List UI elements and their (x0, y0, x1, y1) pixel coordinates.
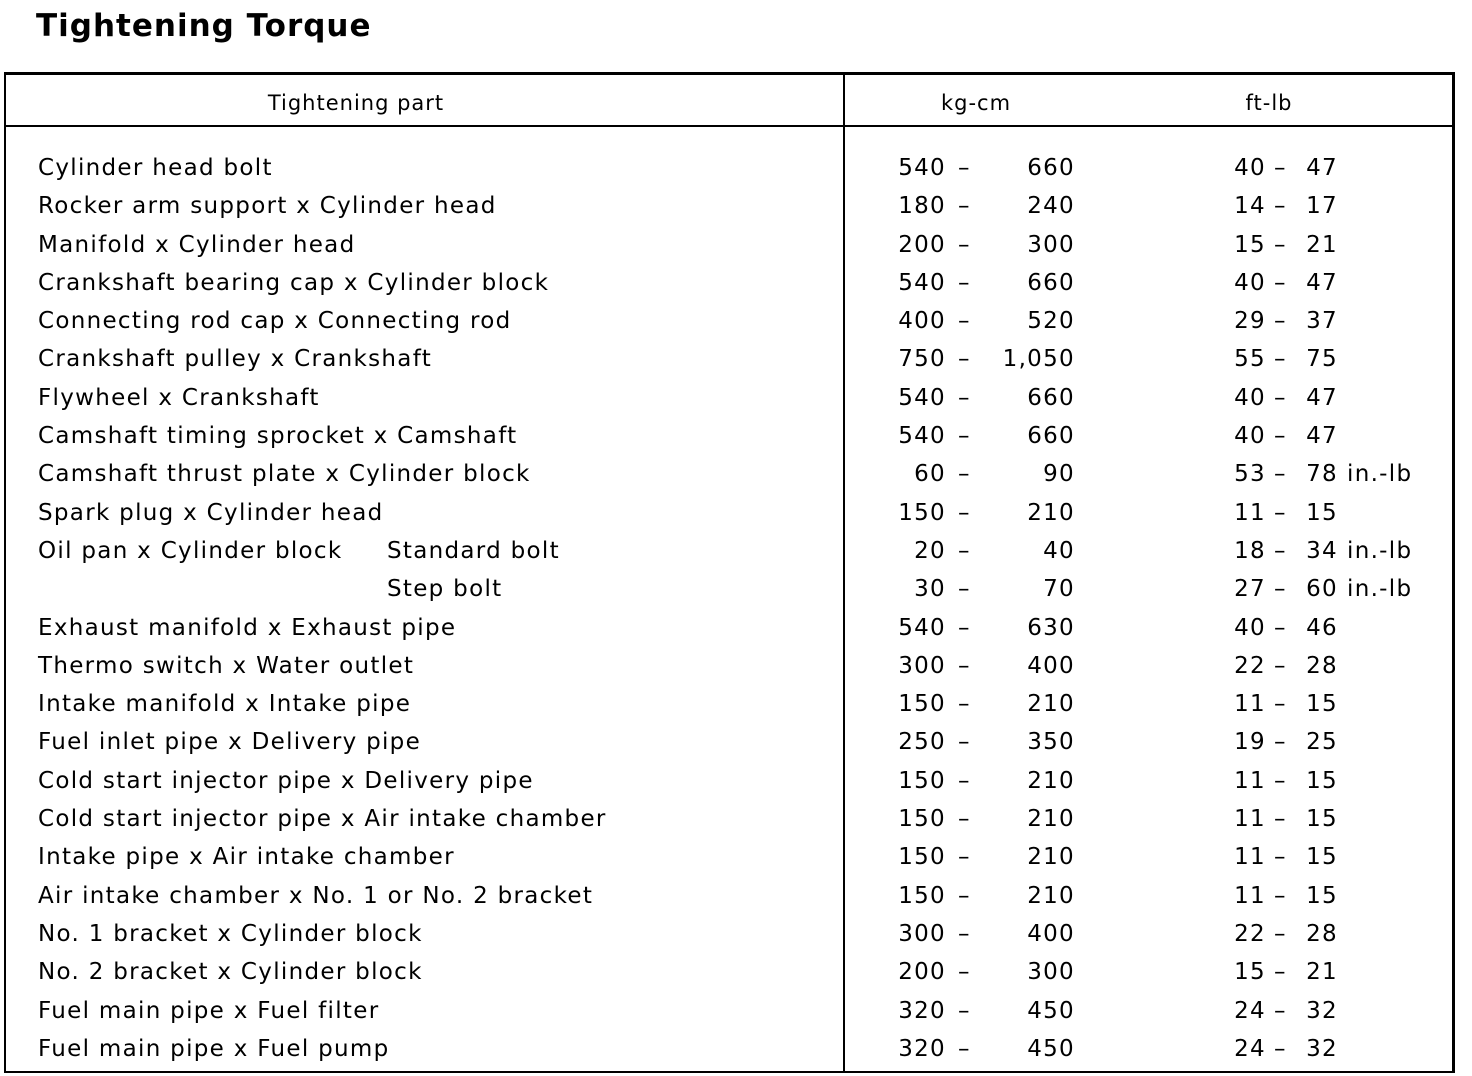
ft-lb-max: 34 (1306, 537, 1338, 564)
part-name: Flywheel x Crankshaft (38, 384, 320, 411)
kg-cm-min: 200 (898, 231, 946, 258)
ft-lb-range-dash: – (1274, 614, 1287, 641)
ft-lb-max: 21 (1306, 231, 1338, 258)
kg-cm-max: 210 (1027, 806, 1075, 833)
kg-cm-range-dash: – (958, 231, 971, 258)
part-name: Fuel main pipe x Fuel filter (38, 997, 380, 1024)
ft-lb-max: 47 (1306, 423, 1338, 450)
kg-cm-min: 150 (898, 691, 946, 718)
table-row (6, 532, 1452, 570)
part-name: Spark plug x Cylinder head (38, 499, 384, 526)
ft-lb-max: 15 (1306, 882, 1338, 909)
table-row (6, 264, 1452, 302)
kg-cm-range-dash: – (958, 691, 971, 718)
ft-lb-max: 28 (1306, 920, 1338, 947)
part-name: No. 2 bracket x Cylinder block (38, 959, 423, 986)
ft-lb-range-dash: – (1274, 346, 1287, 373)
kg-cm-max: 520 (1027, 308, 1075, 335)
ft-lb-min: 40 (1234, 155, 1266, 181)
kg-cm-min: 400 (898, 308, 946, 335)
unit-label: in.-lb (1347, 537, 1413, 564)
part-name: Cold start injector pipe x Air intake chamber (38, 806, 607, 833)
kg-cm-range-dash: – (958, 384, 971, 411)
kg-cm-min: 200 (898, 959, 946, 986)
ft-lb-max: 32 (1306, 997, 1338, 1024)
ft-lb-max: 46 (1306, 614, 1338, 641)
kg-cm-max: 240 (1027, 193, 1075, 220)
ft-lb-range-dash: – (1274, 155, 1287, 181)
kg-cm-max: 210 (1027, 882, 1075, 909)
kg-cm-max: 660 (1027, 423, 1075, 450)
kg-cm-range-dash: – (958, 537, 971, 564)
ft-lb-max: 21 (1306, 959, 1338, 986)
kg-cm-range-dash: – (958, 423, 971, 450)
ft-lb-range-dash: – (1274, 499, 1287, 526)
kg-cm-range-dash: – (958, 308, 971, 335)
ft-lb-range-dash: – (1274, 729, 1287, 756)
kg-cm-max: 210 (1027, 844, 1075, 871)
kg-cm-max: 450 (1027, 1035, 1075, 1062)
ft-lb-min: 29 (1234, 308, 1266, 335)
ft-lb-min: 14 (1234, 193, 1266, 220)
kg-cm-min: 320 (898, 1035, 946, 1062)
table-row (6, 494, 1452, 532)
ft-lb-max: 32 (1306, 1035, 1338, 1062)
table-row (6, 1030, 1452, 1068)
part-name: Camshaft thrust plate x Cylinder block (38, 461, 531, 488)
table-row (6, 149, 1452, 187)
kg-cm-max: 210 (1027, 767, 1075, 794)
kg-cm-max: 210 (1027, 499, 1075, 526)
part-name: Crankshaft bearing cap x Cylinder block (38, 269, 550, 296)
part-name: Thermo switch x Water outlet (38, 652, 415, 679)
ft-lb-min: 11 (1234, 882, 1266, 909)
ft-lb-min: 27 (1234, 576, 1266, 603)
table-row (6, 340, 1452, 378)
ft-lb-min: 15 (1234, 231, 1266, 258)
kg-cm-min: 540 (898, 423, 946, 450)
kg-cm-min: 60 (914, 461, 946, 488)
table-row (6, 379, 1452, 417)
ft-lb-range-dash: – (1274, 767, 1287, 794)
part-name: Cylinder head bolt (38, 155, 273, 181)
ft-lb-min: 40 (1234, 614, 1266, 641)
kg-cm-min: 540 (898, 614, 946, 641)
kg-cm-max: 300 (1027, 231, 1075, 258)
ft-lb-range-dash: – (1274, 423, 1287, 450)
unit-label: in.-lb (1347, 461, 1413, 488)
kg-cm-min: 750 (898, 346, 946, 373)
table-row (6, 953, 1452, 991)
part-name: Oil pan x Cylinder block (38, 537, 343, 564)
ft-lb-max: 47 (1306, 384, 1338, 411)
kg-cm-min: 320 (898, 997, 946, 1024)
part-name: Camshaft timing sprocket x Camshaft (38, 423, 518, 450)
ft-lb-min: 24 (1234, 1035, 1266, 1062)
kg-cm-min: 540 (898, 384, 946, 411)
kg-cm-max: 210 (1027, 691, 1075, 718)
ft-lb-max: 15 (1306, 844, 1338, 871)
ft-lb-range-dash: – (1274, 576, 1287, 603)
kg-cm-max: 90 (1043, 461, 1075, 488)
table-row (6, 762, 1452, 800)
kg-cm-max: 1,050 (1002, 346, 1075, 373)
ft-lb-range-dash: – (1274, 652, 1287, 679)
kg-cm-min: 540 (898, 155, 946, 181)
kg-cm-min: 150 (898, 767, 946, 794)
ft-lb-max: 75 (1306, 346, 1338, 373)
kg-cm-min: 30 (914, 576, 946, 603)
kg-cm-range-dash: – (958, 346, 971, 373)
ft-lb-min: 53 (1234, 461, 1266, 488)
kg-cm-max: 70 (1043, 576, 1075, 603)
ft-lb-range-dash: – (1274, 920, 1287, 947)
table-row (6, 877, 1452, 915)
kg-cm-max: 630 (1027, 614, 1075, 641)
kg-cm-range-dash: – (958, 155, 971, 181)
ft-lb-min: 11 (1234, 844, 1266, 871)
part-name: Air intake chamber x No. 1 or No. 2 bracket (38, 882, 594, 909)
kg-cm-range-dash: – (958, 997, 971, 1024)
kg-cm-range-dash: – (958, 614, 971, 641)
ft-lb-max: 47 (1306, 269, 1338, 296)
table-row (6, 800, 1452, 838)
kg-cm-max: 450 (1027, 997, 1075, 1024)
ft-lb-range-dash: – (1274, 308, 1287, 335)
ft-lb-min: 19 (1234, 729, 1266, 756)
page-title: Tightening Torque (36, 8, 372, 44)
ft-lb-max: 25 (1306, 729, 1338, 756)
ft-lb-min: 11 (1234, 767, 1266, 794)
ft-lb-max: 15 (1306, 691, 1338, 718)
kg-cm-range-dash: – (958, 882, 971, 909)
table-row (6, 915, 1452, 953)
kg-cm-range-dash: – (958, 959, 971, 986)
ft-lb-max: 15 (1306, 767, 1338, 794)
part-name: Crankshaft pulley x Crankshaft (38, 346, 433, 373)
kg-cm-min: 180 (898, 193, 946, 220)
kg-cm-min: 300 (898, 920, 946, 947)
part-name: Manifold x Cylinder head (38, 231, 356, 258)
ft-lb-range-dash: – (1274, 806, 1287, 833)
header-ft-lb: ft-lb (1245, 91, 1293, 115)
table-row (6, 685, 1452, 723)
kg-cm-range-dash: – (958, 652, 971, 679)
ft-lb-min: 22 (1234, 652, 1266, 679)
kg-cm-range-dash: – (958, 844, 971, 871)
kg-cm-max: 300 (1027, 959, 1075, 986)
ft-lb-range-dash: – (1274, 1035, 1287, 1062)
kg-cm-range-dash: – (958, 806, 971, 833)
ft-lb-min: 11 (1234, 691, 1266, 718)
ft-lb-range-dash: – (1274, 461, 1287, 488)
ft-lb-max: 28 (1306, 652, 1338, 679)
ft-lb-min: 15 (1234, 959, 1266, 986)
kg-cm-range-dash: – (958, 461, 971, 488)
part-name: Fuel inlet pipe x Delivery pipe (38, 729, 422, 756)
table-row (6, 992, 1452, 1030)
table-row (6, 302, 1452, 340)
table-row (6, 570, 1452, 608)
ft-lb-range-dash: – (1274, 193, 1287, 220)
ft-lb-min: 55 (1234, 346, 1266, 373)
header-kg-cm: kg-cm (940, 91, 1012, 115)
kg-cm-min: 150 (898, 806, 946, 833)
ft-lb-min: 11 (1234, 806, 1266, 833)
kg-cm-min: 150 (898, 882, 946, 909)
part-name: Exhaust manifold x Exhaust pipe (38, 614, 457, 641)
part-subtype: Standard bolt (387, 537, 560, 564)
kg-cm-range-dash: – (958, 920, 971, 947)
part-name: Rocker arm support x Cylinder head (38, 193, 497, 220)
table-row (6, 609, 1452, 647)
ft-lb-max: 78 (1306, 461, 1338, 488)
ft-lb-max: 15 (1306, 806, 1338, 833)
ft-lb-range-dash: – (1274, 537, 1287, 564)
ft-lb-min: 18 (1234, 537, 1266, 564)
table-row (6, 455, 1452, 493)
torque-table (4, 72, 1455, 1073)
table-row (6, 647, 1452, 685)
ft-lb-range-dash: – (1274, 384, 1287, 411)
kg-cm-range-dash: – (958, 767, 971, 794)
table-body (6, 149, 1452, 1068)
ft-lb-range-dash: – (1274, 269, 1287, 296)
kg-cm-min: 150 (898, 844, 946, 871)
ft-lb-min: 24 (1234, 997, 1266, 1024)
part-name: No. 1 bracket x Cylinder block (38, 920, 423, 947)
header-rule (6, 125, 1452, 127)
part-name: Intake manifold x Intake pipe (38, 691, 412, 718)
kg-cm-range-dash: – (958, 1035, 971, 1062)
table-row (6, 226, 1452, 264)
ft-lb-range-dash: – (1274, 997, 1287, 1024)
ft-lb-min: 40 (1234, 269, 1266, 296)
ft-lb-range-dash: – (1274, 959, 1287, 986)
ft-lb-range-dash: – (1274, 691, 1287, 718)
header-tightening-part: Tightening part (267, 91, 445, 115)
kg-cm-min: 250 (898, 729, 946, 756)
unit-label: in.-lb (1347, 576, 1413, 603)
ft-lb-max: 47 (1306, 155, 1338, 181)
table-row (6, 417, 1452, 455)
part-name: Connecting rod cap x Connecting rod (38, 308, 512, 335)
kg-cm-min: 20 (914, 537, 946, 564)
ft-lb-range-dash: – (1274, 231, 1287, 258)
ft-lb-min: 40 (1234, 423, 1266, 450)
kg-cm-max: 400 (1027, 920, 1075, 947)
part-name: Cold start injector pipe x Delivery pipe (38, 767, 534, 794)
part-subtype: Step bolt (387, 576, 503, 603)
kg-cm-max: 660 (1027, 155, 1075, 181)
part-name: Fuel main pipe x Fuel pump (38, 1035, 390, 1062)
kg-cm-range-dash: – (958, 269, 971, 296)
kg-cm-max: 660 (1027, 269, 1075, 296)
ft-lb-max: 60 (1306, 576, 1338, 603)
ft-lb-min: 11 (1234, 499, 1266, 526)
ft-lb-min: 22 (1234, 920, 1266, 947)
ft-lb-min: 40 (1234, 384, 1266, 411)
ft-lb-range-dash: – (1274, 844, 1287, 871)
kg-cm-max: 350 (1027, 729, 1075, 756)
ft-lb-max: 15 (1306, 499, 1338, 526)
kg-cm-min: 300 (898, 652, 946, 679)
kg-cm-range-dash: – (958, 499, 971, 526)
kg-cm-min: 540 (898, 269, 946, 296)
kg-cm-range-dash: – (958, 576, 971, 603)
table-row (6, 187, 1452, 225)
ft-lb-max: 17 (1306, 193, 1338, 220)
kg-cm-min: 150 (898, 499, 946, 526)
part-name: Intake pipe x Air intake chamber (38, 844, 455, 871)
kg-cm-max: 40 (1043, 537, 1075, 564)
ft-lb-range-dash: – (1274, 882, 1287, 909)
kg-cm-max: 660 (1027, 384, 1075, 411)
ft-lb-max: 37 (1306, 308, 1338, 335)
kg-cm-max: 400 (1027, 652, 1075, 679)
kg-cm-range-dash: – (958, 193, 971, 220)
table-row (6, 723, 1452, 761)
table-row (6, 838, 1452, 876)
kg-cm-range-dash: – (958, 729, 971, 756)
